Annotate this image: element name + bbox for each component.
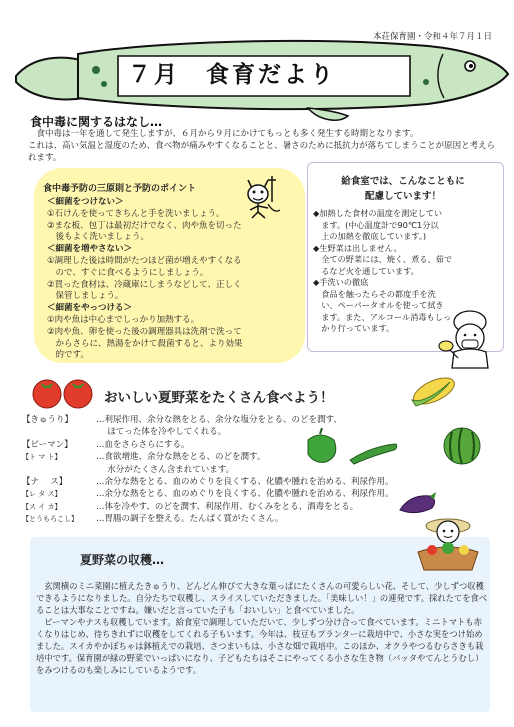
prevention-item: 的です。 — [47, 350, 89, 361]
harvest-paragraph-1: 玄関横のミニ菜園に植えたきゅうり、どんどん伸びて大きな葉っぱにたくさんの可愛らしい花、そして、少しずつ収穫できるようになりました。自分たちで収穫し、スライスしていただきました。「美味しい！」の連発です。採れたてを食べることは大事なことですね。嫌いだと言っていた子も「おいしい」と食べていました。 — [36, 581, 488, 615]
vegetables-heading: おいしい夏野菜をたくさん食べよう！ — [104, 390, 334, 406]
prevention-item: ①調理した後は時間がたつほど菌が増えやすくなる — [47, 256, 242, 266]
kitchen-title-line1: 給食室では、こんなこともに — [341, 176, 465, 187]
kitchen-title-line2: 配慮しています！ — [364, 191, 441, 202]
vegetable-row — [22, 513, 284, 525]
prevention-item: からさらに、熱湯をかけて殺菌すると、より効果 — [47, 338, 243, 349]
vegetable-row — [22, 451, 265, 463]
food-poisoning-intro — [28, 128, 498, 164]
vegetable-benefit: …食欲増進、余分な熱をとる、のどを潤す。 — [96, 452, 266, 463]
kitchen-measure-item: 食品を触ったらその都度手を洗 — [313, 288, 436, 299]
kitchen-measure-item: かり行っています。 — [313, 323, 395, 333]
vegetable-row — [22, 414, 342, 426]
page-title: ７月 食育だより — [128, 62, 336, 88]
vegetable-row — [22, 476, 394, 488]
vegetable-name: 【きゅうり】 — [22, 415, 74, 425]
prevention-subheading: ＜細菌をつけない＞ — [47, 197, 124, 207]
vegetable-benefit: …体を冷やす、のどを潤す、利尿作用、むくみをとる、酒毒をとる。 — [96, 501, 359, 512]
kitchen-measure-item: い、ペーパータオルを使って拭き — [313, 300, 444, 310]
kitchen-measure-item: 上の加熱を徹底しています。) — [313, 231, 427, 241]
vegetable-row — [22, 501, 358, 513]
prevention-item: 保管しましょう。 — [47, 291, 124, 302]
vegetable-row — [22, 464, 234, 476]
harvest-text — [36, 580, 488, 676]
kitchen-measure-item: ◆手洗いの徹底 — [313, 277, 369, 287]
prevention-item: ので、すぐに食べるようにしましょう。 — [47, 267, 209, 278]
vegetable-benefit: ほてった体を冷やしてくれる。 — [96, 427, 227, 438]
prevention-item: ②肉や魚、卵を使った後の調理器具は洗剤で洗って — [47, 326, 242, 337]
vegetable-benefit: …余分な熱をとる、血のめぐりを良くする、化膿や腫れを治める、利尿作用。 — [96, 489, 394, 500]
kitchen-measure-item: ◆生野菜は出しません。 — [313, 242, 402, 253]
vegetable-row — [22, 439, 190, 451]
cook-illustration-icon — [432, 308, 500, 370]
corn-icon — [406, 370, 462, 412]
kitchen-measure-item: るなど火を通しています。 — [313, 265, 419, 276]
prevention-item: ①石けんを使ってきちんと手を洗いましょう。 — [47, 208, 225, 219]
vegetable-benefit: …利尿作用、余分な熱をとる、余分な塩分をとる、のどを潤す、 — [96, 415, 342, 425]
vegetable-row — [22, 488, 394, 500]
prevention-item: ②買った食材は、冷蔵庫にしまうなどして、正しく — [47, 279, 242, 290]
issue-date: 本荘保育園・令和４年７月１日 — [372, 32, 492, 42]
vegetable-benefit: 水分がたくさん含まれています。 — [96, 464, 235, 475]
vegetable-name: 【ス イ カ】 — [22, 502, 62, 511]
prevention-item: ②まな板、包丁は最初だけでなく、肉や魚を切った — [47, 220, 242, 231]
prevention-item: ①肉や魚は中心までしっかり加熱する。 — [47, 315, 200, 325]
harvest-heading: 夏野菜の収穫… — [80, 553, 165, 567]
prevention-subheading: ＜細菌を増やさない＞ — [47, 244, 133, 255]
vegetable-name: 【とうもろこし】 — [22, 515, 78, 524]
child-with-basket-icon — [408, 512, 488, 574]
prevention-item: 後もよく洗いましょう。 — [47, 232, 150, 243]
food-poisoning-heading: 食中毒に関するはなし… — [30, 115, 163, 129]
intro-paragraph-1: 食中毒は一年を通して発生しますが、６月から９月にかけてもっとも多く発生する時期となります。 — [36, 129, 419, 139]
harvest-paragraph-2: ピーマンやナスも収穫しています。給食室で調理していただいて、少しずつ分け合って食べています。ミニトマトも赤くなりはじめ、待ちきれずに収穫をしてくれる子もいます。今年は、枝豆もプランターに栽培中で、小さな実をつけ始めました。スイカやかぼちゃは鉢植えでの栽培、さつまいもは、小さな畑で栽培中。このほか、オクラやつるむらさきも栽培中です。保育園が緑の野菜でいっぱいになり、子どもたちはそこにやってくる小さな生き物（バッタやてんとうむし）をみつけるのも楽しみにしているようです。 — [36, 617, 484, 675]
vegetable-benefit: …血をさらさらにする。 — [96, 439, 190, 450]
watermelon-icon — [442, 426, 482, 466]
vegetable-benefit: …余分な熱をとる、血のめぐりを良くする、化膿や腫れを治める、利尿作用。 — [96, 477, 394, 487]
vegetable-benefit: …胃腸の調子を整える。たんぱく質がたくさん。 — [96, 514, 284, 525]
green-pepper-icon — [300, 428, 342, 466]
kitchen-measure-item: 全ての野菜には、焼く、煮る、茹で — [313, 254, 453, 264]
cucumber-icon — [346, 440, 400, 466]
kitchen-measure-item: ます。また、アルコール消毒もしっ — [313, 311, 452, 322]
vegetable-name: 【レ タ ス】 — [22, 490, 62, 499]
vegetable-name: 【ナ ス】 — [22, 477, 68, 487]
germ-devil-icon — [238, 172, 284, 220]
vegetable-name: 【ト マ ト】 — [22, 453, 62, 462]
kitchen-measure-item: ◆加熱した食材の温度を測定してい — [313, 208, 443, 218]
prevention-title: 食中毒予防の三原則と予防のポイント — [43, 184, 197, 194]
intro-paragraph-2: これは、高い気温と湿度のため、食べ物が痛みやすくなることと、暑さのために抵抗力が落ちてしまうことが原因と考えられます。 — [28, 141, 496, 163]
tomato-icon — [30, 376, 102, 410]
prevention-subheading: ＜細菌をやっつける＞ — [47, 303, 133, 314]
vegetable-name: 【ピーマン】 — [22, 439, 73, 450]
kitchen-measure-item: ます。(中心温度計で90℃1分以 — [313, 219, 439, 230]
vegetable-row — [22, 426, 226, 438]
